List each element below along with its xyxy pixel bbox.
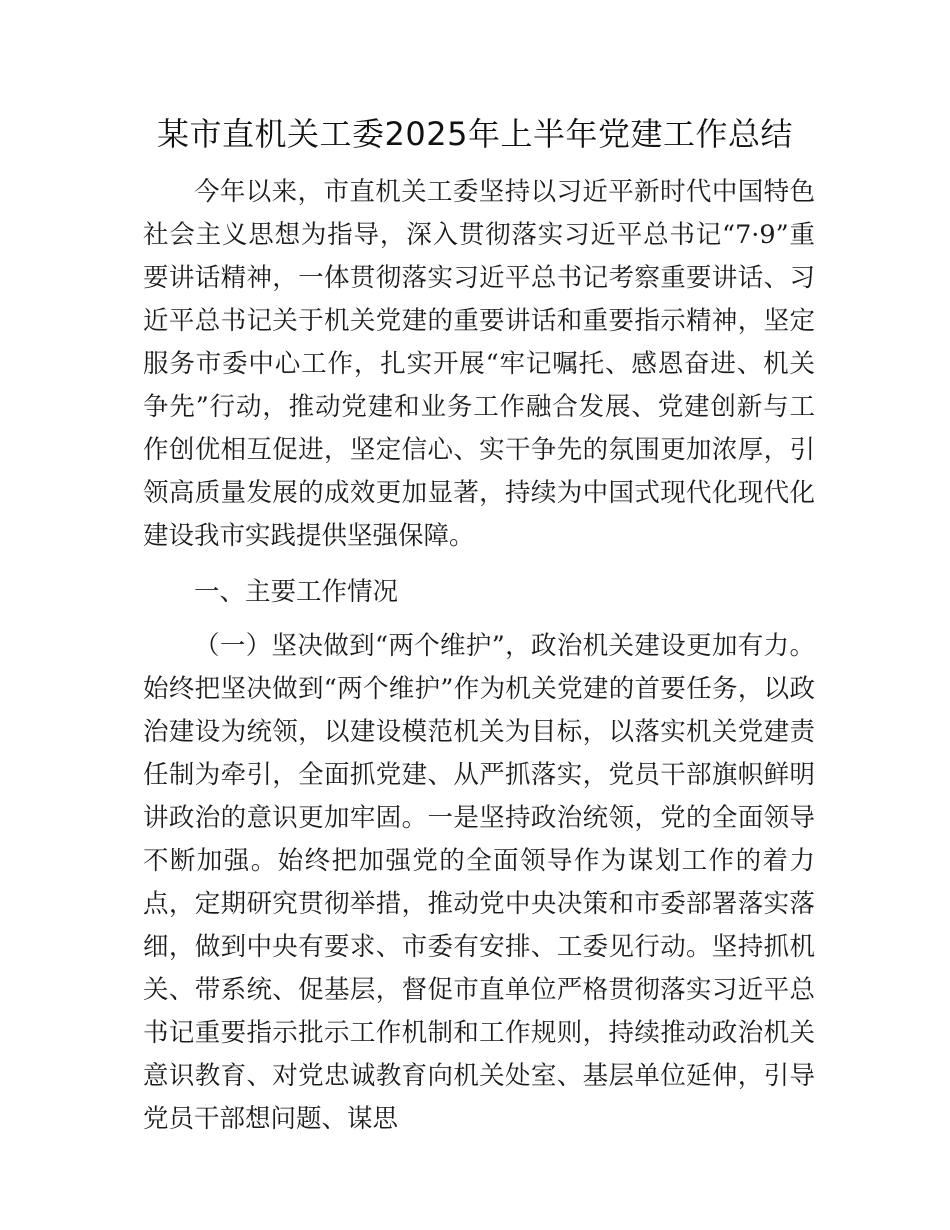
subsection-paragraph: （一）坚决做到“两个维护”，政治机关建设更加有力。始终把坚决做到“两个维护”作为机关党建的首要任务，以政治建设为统领，以建设模范机关为目标，以落实机关党建责任制为牵引，全面抓党建、从严抓落实，党员干部旗帜鲜明讲政治的意识更加牢固。一是坚持政治统领，党的全面领导不断加强。始终把加强党的全面领导作为谋划工作的着力点，定期研究贯彻举措，推动党中央决策和市委部署落实落细，做到中央有要求、市委有安排、工委见行动。坚持抓机关、带系统、促基层，督促市直单位严格贯彻落实习近平总书记重要指示批示工作机制和工作规则，持续推动政治机关意识教育、对党忠诚教育向机关处室、基层单位延伸，引导党员干部想问题、谋思 bbox=[143, 631, 815, 1134]
document-title: 某市直机关工委2025年上半年党建工作总结 bbox=[157, 115, 793, 153]
intro-paragraph: 今年以来，市直机关工委坚持以习近平新时代中国特色社会主义思想为指导，深入贯彻落实习近平总书记“7·9”重要讲话精神，一体贯彻落实习近平总书记考察重要讲话、习近平总书记关于机关党建的重要讲话和重要指示精神，坚定服务市委中心工作，扎实开展“牢记嘱托、感恩奋进、机关争先”行动，推动党建和业务工作融合发展、党建创新与工作创优相互促进，坚定信心、实干争先的氛围更加浓厚，引领高质量发展的成效更加显著，持续为中国式现代化现代化建设我市实践提供坚强保障。 bbox=[143, 177, 815, 551]
section-heading: 一、主要工作情况 bbox=[194, 577, 399, 607]
